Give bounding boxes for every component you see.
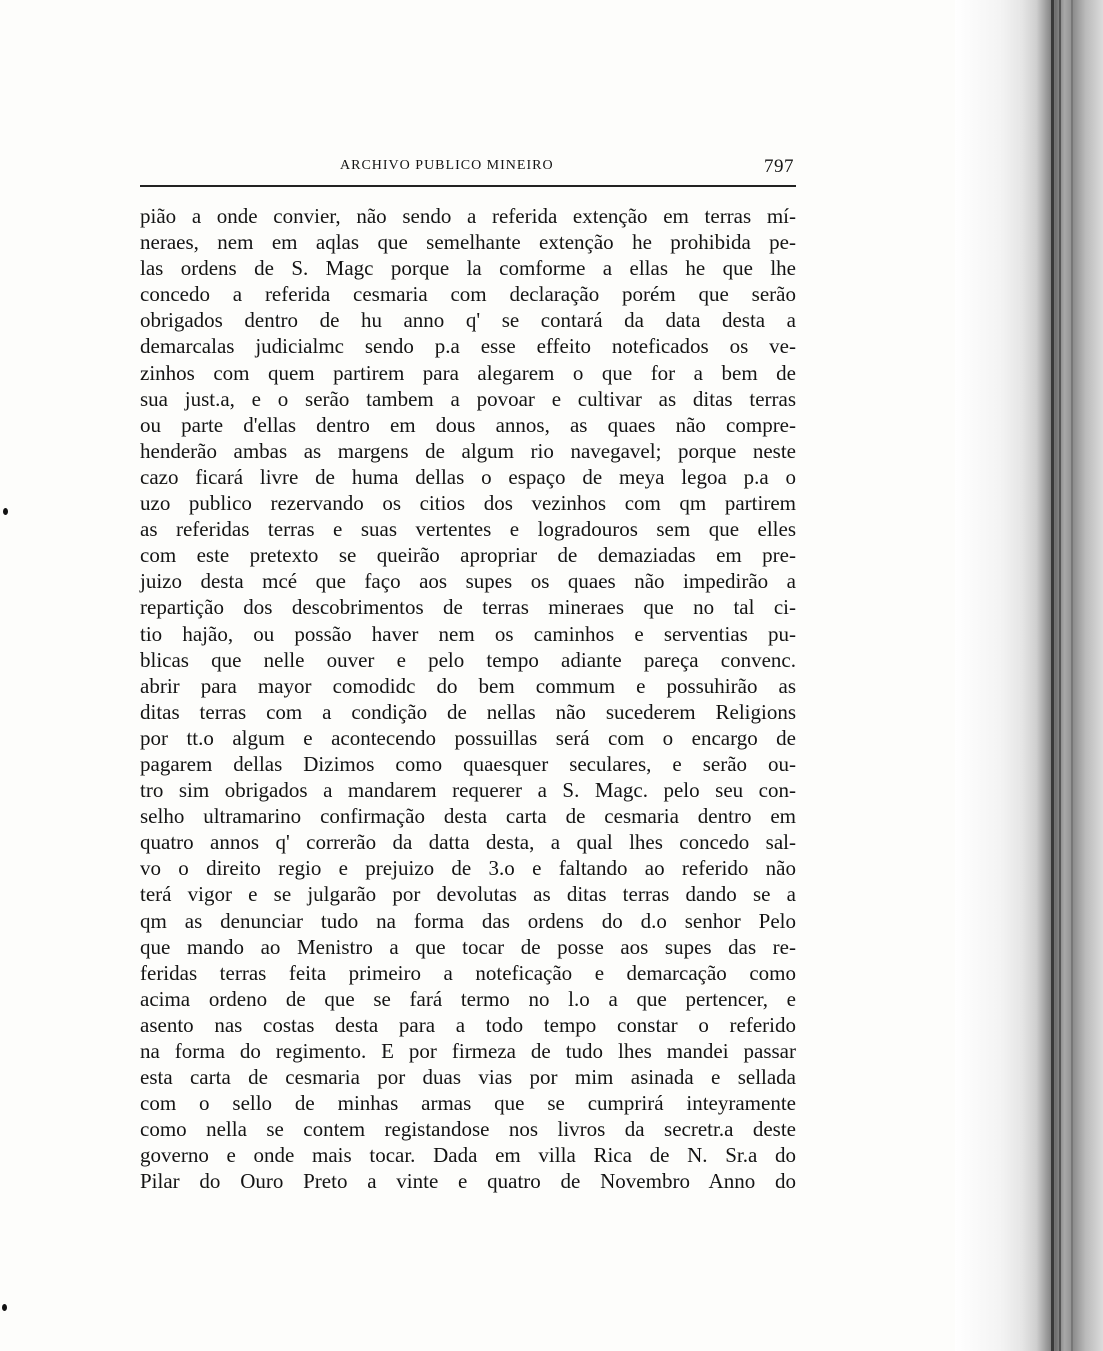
text-line: pagarem dellas Dizimos como quaesquer seculares, e serão ou- bbox=[140, 751, 796, 776]
text-line: concedo a referida cesmaria com declaração porém que serão bbox=[140, 282, 796, 307]
text-line: governo e onde mais tocar. Dada em villa Rica de N. Sr.a do bbox=[140, 1143, 796, 1168]
scan-speck bbox=[2, 1304, 7, 1311]
text-line: por tt.o algum e acontecendo possuillas será com o encargo de bbox=[140, 725, 796, 750]
book-spine-edge bbox=[955, 0, 1103, 1351]
text-line: juizo desta mcé que faço aos supes os quaes não impedirão a bbox=[140, 569, 796, 594]
body-text bbox=[140, 203, 800, 1195]
text-line: uzo publico rezervando os citios dos vezinhos com qm partirem bbox=[140, 491, 796, 516]
text-line: com o sello de minhas armas que se cumprirá inteyramente bbox=[140, 1091, 796, 1116]
scan-speck bbox=[3, 508, 8, 515]
text-line: asento nas costas desta para a todo tempo constar o referido bbox=[140, 1012, 796, 1037]
text-line: tio hajão, ou possão haver nem os caminhos e serventias pu- bbox=[140, 621, 796, 646]
text-line: qm as denunciar tudo na forma das ordens do d.o senhor Pelo bbox=[140, 908, 796, 933]
text-line: neraes, nem em aqlas que semelhante extenção he prohibida pe- bbox=[140, 230, 796, 255]
text-line: demarcalas judicialmc sendo p.a esse effeito noteficados os ve- bbox=[140, 334, 796, 359]
text-line: Pilar do Ouro Preto a vinte e quatro de Novembro Anno do bbox=[140, 1169, 796, 1194]
spine-shadow-line bbox=[1059, 0, 1061, 1351]
text-line: abrir para mayor comodidc do bem commum e possuhirão as bbox=[140, 673, 796, 698]
text-line: tro sim obrigados a mandarem requerer a S. Magc. pelo seu con- bbox=[140, 778, 796, 803]
text-line: repartição dos descobrimentos de terras mineraes que no tal ci- bbox=[140, 595, 796, 620]
text-line: como nella se contem registandose nos livros da secretr.a deste bbox=[140, 1117, 796, 1142]
text-line: sua just.a, e o serão tambem a povoar e cultivar as ditas terras bbox=[140, 386, 796, 411]
text-line: obrigados dentro de hu anno q' se contará da data desta a bbox=[140, 308, 796, 333]
text-line: as referidas terras e suas vertentes e logradouros sem que elles bbox=[140, 517, 796, 542]
text-line: acima ordeno de que se fará termo no l.o a que pertencer, e bbox=[140, 986, 796, 1011]
spine-shadow-line bbox=[1051, 0, 1054, 1351]
text-line: ou parte d'ellas dentro em dous annos, as quaes não compre- bbox=[140, 412, 796, 437]
text-line: cazo ficará livre de huma dellas o espaço de meya legoa p.a o bbox=[140, 464, 796, 489]
text-line: feridas terras feita primeiro a noteficação e demarcação como bbox=[140, 960, 796, 985]
header-title: ARCHIVO PUBLICO MINEIRO bbox=[340, 158, 554, 173]
text-line: que mando ao Menistro a que tocar de posse aos supes das re- bbox=[140, 934, 796, 959]
text-line: esta carta de cesmaria por duas vias por mim asinada e sellada bbox=[140, 1065, 796, 1090]
text-line: na forma do regimento. E por firmeza de tudo lhes mandei passar bbox=[140, 1039, 796, 1063]
text-line: com este pretexto se queirão apropriar de demaziadas em pre- bbox=[140, 543, 796, 568]
text-line: terá vigor e se julgarão por devolutas as ditas terras dando se a bbox=[140, 882, 796, 907]
spine-shadow-line bbox=[1071, 0, 1073, 1351]
page-number: 797 bbox=[764, 156, 794, 177]
text-line: quatro annos q' correrão da datta desta, a qual lhes concedo sal- bbox=[140, 830, 796, 855]
text-line: blicas que nelle ouver e pelo tempo adiante pareça convenc. bbox=[140, 647, 796, 672]
header-rule bbox=[140, 185, 796, 187]
text-line: selho ultramarino confirmação desta carta de cesmaria dentro em bbox=[140, 804, 796, 829]
text-line: las ordens de S. Magc porque la comforme a ellas he que lhe bbox=[140, 256, 796, 281]
text-line: ditas terras com a condição de nellas não sucederem Religions bbox=[140, 699, 796, 724]
text-line: henderão ambas as margens de algum rio navegavel; porque neste bbox=[140, 438, 796, 463]
text-line: zinhos com quem partirem para alegarem o que for a bem de bbox=[140, 360, 796, 385]
running-header bbox=[140, 156, 796, 182]
text-line: pião a onde convier, não sendo a referida extenção em terras mí- bbox=[140, 204, 796, 228]
text-line: vo o direito regio e prejuizo de 3.o e faltando ao referido não bbox=[140, 856, 796, 881]
